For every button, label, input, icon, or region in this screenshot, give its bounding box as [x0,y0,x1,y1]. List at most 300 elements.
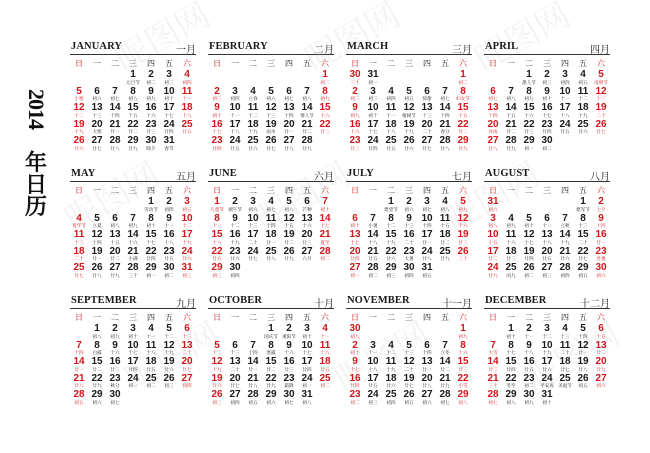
month-name-cn: 四月 [590,45,610,56]
day-number: 6 [232,340,238,351]
weekday-label: 三 [129,59,137,68]
day-number: 7 [130,213,136,224]
lunar-label: 十八 [212,240,222,246]
day-number: 22 [127,119,139,130]
weekday-header [484,57,610,70]
day-number: 10 [487,230,499,240]
day-number: 9 [544,86,550,97]
day-cell [208,230,226,247]
day-number: 17 [163,103,175,113]
day-cell [484,390,502,407]
day-number: 2 [214,86,220,97]
day-cell [574,87,592,104]
day-cell [160,103,178,120]
lunar-label: 初四 [230,273,240,279]
day-number: 7 [112,86,118,97]
day-number: 11 [577,86,589,97]
day-cell [124,263,142,280]
day-cell [262,214,280,231]
lunar-label: 初七 [110,400,120,406]
day-cell [316,197,334,214]
lunar-label: 廿三 [506,257,516,262]
day-grid [70,70,196,153]
lunar-label: 十三 [74,240,84,246]
day-number: 25 [505,263,517,273]
lunar-label: 初三 [212,273,222,279]
lunar-label: 十四 [248,351,258,356]
day-cell [520,374,538,391]
day-cell [538,374,556,391]
lunar-label: 十五 [488,240,498,246]
day-cell [226,341,244,358]
day-number: 28 [559,263,571,273]
day-number: 13 [283,103,295,113]
weekday-header [70,311,196,324]
day-number: 28 [247,390,259,400]
lunar-label: 初六 [404,207,414,213]
day-number: 4 [508,213,514,224]
day-number: 21 [439,119,451,130]
day-number: 8 [268,340,274,351]
day-number: 24 [367,136,379,146]
lunar-label: 廿八 [440,146,450,152]
day-number: 1 [268,324,274,334]
lunar-label: 初八 [128,97,138,102]
day-cell [316,324,334,341]
year-number: 2014 [24,89,49,129]
day-number: 14 [319,213,331,224]
day-cell [70,341,88,358]
day-cell [88,324,106,341]
lunar-label: 廿三 [110,367,120,373]
lunar-label: 元旦节 [126,80,140,86]
day-cell [88,120,106,137]
day-cell [316,103,334,120]
day-number: 25 [439,246,451,257]
lunar-label: 廿二 [488,257,498,262]
lunar-label: 初四 [230,97,240,102]
day-cell [574,214,592,231]
lunar-label: 青年节 [72,224,86,229]
weekday-label: 日 [351,313,359,322]
day-cell [178,357,196,374]
lunar-label: 十一 [212,224,222,229]
weekday-label: 一 [93,186,101,195]
day-number: 23 [349,136,361,146]
day-cell [142,374,160,391]
day-number: 3 [562,70,568,80]
lunar-label: 廿一 [284,130,294,135]
lunar-label: 廿四 [350,384,360,389]
day-number: 6 [544,213,550,224]
day-cell [262,120,280,137]
day-number: 5 [598,70,604,80]
day-cell [124,247,142,264]
day-number: 28 [73,390,85,400]
lunar-label: 初十 [506,334,516,340]
day-number: 23 [541,119,553,130]
lunar-label: 十三 [266,113,276,119]
day-cell [298,136,316,153]
day-number: 27 [595,373,607,384]
day-cell [160,324,178,341]
month-name-cn: 十月 [314,299,334,310]
day-cell [484,103,502,120]
day-number: 6 [112,213,118,224]
day-number: 26 [403,136,415,146]
day-number: 8 [460,340,466,351]
day-cell [382,247,400,264]
lunar-label: 廿八 [578,367,588,373]
day-number: 2 [352,86,358,97]
empty-cell [226,324,244,341]
lunar-label: 二十 [404,367,414,373]
weekday-label: 日 [213,313,221,322]
day-number: 9 [352,357,358,367]
day-number: 20 [301,230,313,240]
day-cell [316,374,334,391]
day-cell [142,263,160,280]
weekday-label: 一 [231,186,239,195]
lunar-label: 廿九 [596,367,606,373]
day-number: 13 [91,103,103,113]
day-number: 15 [91,357,103,367]
day-number: 8 [130,86,136,97]
day-cell [520,120,538,137]
lunar-label: 初六 [266,97,276,102]
day-number: 20 [541,246,553,257]
day-cell [418,390,436,407]
lunar-label: 十九 [164,351,174,356]
day-number: 27 [91,136,103,146]
lunar-label: 十一 [320,334,330,340]
lunar-label: 初三 [386,273,396,279]
day-number: 12 [577,340,589,351]
lunar-label: 十九 [578,113,588,119]
lunar-label: 十九 [386,367,396,373]
day-number: 12 [91,230,103,240]
day-cell [262,357,280,374]
empty-cell [298,70,316,87]
day-cell [262,374,280,391]
day-number: 29 [457,136,469,146]
lunar-label: 十五 [506,113,516,119]
weekday-label: 日 [75,186,83,195]
day-cell [208,357,226,374]
day-number: 16 [283,357,295,367]
day-cell [70,120,88,137]
lunar-label: 初十 [164,97,174,102]
day-cell [400,103,418,120]
day-number: 2 [286,324,292,334]
day-cell [436,103,454,120]
lunar-label: 二十 [560,351,570,356]
lunar-label: 初二 [146,80,156,86]
lunar-label: 十九 [230,240,240,246]
day-cell [208,390,226,407]
weekday-label: 六 [597,59,605,68]
day-number: 29 [265,390,277,400]
day-number: 3 [304,324,310,334]
empty-cell [70,197,88,214]
day-cell [592,214,610,231]
day-number: 14 [439,103,451,113]
lunar-label: 十六 [506,240,516,246]
day-number: 27 [541,263,553,273]
day-cell [436,230,454,247]
day-number: 8 [322,86,328,97]
day-cell [208,374,226,391]
lunar-label: 初一 [350,273,360,279]
day-number: 6 [286,86,292,97]
lunar-label: 十七 [350,367,360,373]
day-cell [502,357,520,374]
day-number: 11 [385,103,397,113]
lunar-label: 十二 [386,351,396,356]
day-cell [124,136,142,153]
month-march [346,40,472,165]
lunar-label: 十六 [524,113,534,119]
day-grid [346,70,472,153]
day-number: 28 [487,390,499,400]
day-number: 29 [91,390,103,400]
month-header [70,294,196,309]
lunar-label: 初二 [524,384,534,389]
day-number: 15 [457,357,469,367]
lunar-label: 廿九 [110,273,120,279]
day-number: 19 [265,119,277,130]
day-number: 30 [145,136,157,146]
empty-cell [484,70,502,87]
lunar-label: 初四 [230,400,240,406]
weekday-label: 五 [165,186,173,195]
day-number: 26 [73,136,85,146]
weekday-label: 三 [129,186,137,195]
day-cell [418,357,436,374]
lunar-label: 立春 [248,97,258,102]
day-number: 5 [406,340,412,351]
lunar-label: 廿八 [422,384,432,389]
day-cell [538,357,556,374]
day-number: 4 [76,213,82,224]
day-number: 24 [181,246,193,257]
lunar-label: 闰九 [506,273,516,279]
day-number: 30 [109,390,121,400]
day-number: 5 [406,86,412,97]
weekday-label: 二 [249,59,257,68]
lunar-label: 十九 [248,130,258,135]
lunar-label: 廿一 [578,351,588,356]
day-cell [142,341,160,358]
lunar-label: 谷雨 [488,130,498,135]
day-number: 29 [127,136,139,146]
empty-cell [418,70,436,87]
lunar-label: 十七 [212,130,222,135]
day-number: 22 [385,246,397,257]
day-number: 31 [163,136,175,146]
day-number: 14 [247,357,259,367]
weekday-label: 六 [459,186,467,195]
lunar-label: 初九 [350,113,360,119]
lunar-label: 初六 [92,97,102,102]
weekday-label: 五 [441,313,449,322]
day-number: 23 [283,373,295,384]
day-cell [316,341,334,358]
empty-cell [418,324,436,341]
day-cell [364,247,382,264]
day-cell [592,87,610,104]
lunar-label: 十六 [110,351,120,356]
day-cell [538,230,556,247]
empty-cell [364,197,382,214]
weekday-label: 三 [543,313,551,322]
weekday-label: 五 [579,59,587,68]
lunar-label: 初三 [182,273,192,279]
day-cell [160,87,178,104]
day-cell [160,214,178,231]
day-number: 21 [505,119,517,130]
day-number: 6 [94,86,100,97]
day-number: 1 [322,70,328,80]
lunar-label: 初一 [524,146,534,152]
day-number: 8 [214,213,220,224]
day-number: 28 [109,136,121,146]
day-number: 12 [211,357,223,367]
weekday-label: 四 [147,186,155,195]
lunar-label: 初三 [368,400,378,406]
day-cell [70,357,88,374]
weekday-label: 六 [321,59,329,68]
day-number: 22 [319,119,331,130]
lunar-label: 二十 [422,130,432,135]
weekday-label: 二 [525,59,533,68]
day-number: 11 [439,213,451,224]
day-number: 15 [523,103,535,113]
lunar-label: 初四 [386,400,396,406]
lunar-label: 十四 [422,224,432,229]
weekday-label: 四 [423,313,431,322]
lunar-label: 廿八 [422,257,432,262]
day-number: 5 [94,213,100,224]
lunar-label: 处暑 [596,257,606,262]
day-cell [124,87,142,104]
day-cell [160,374,178,391]
day-cell [364,87,382,104]
weekday-label: 一 [231,313,239,322]
day-cell [298,214,316,231]
lunar-label: 初五 [578,80,588,86]
year-title-char: 年 [24,150,47,175]
day-cell [436,390,454,407]
lunar-label: 十四 [578,334,588,340]
lunar-label: 十二 [212,351,222,356]
day-cell [298,374,316,391]
day-number: 10 [127,340,139,351]
day-number: 27 [421,390,433,400]
day-cell [280,247,298,264]
lunar-label: 十三 [230,351,240,356]
day-cell [298,341,316,358]
day-cell [280,230,298,247]
day-cell [142,214,160,231]
weekday-label: 六 [183,59,191,68]
day-number: 9 [214,103,220,113]
day-cell [280,136,298,153]
lunar-label: 初七 [488,97,498,102]
lunar-label: 十一 [164,224,174,229]
lunar-label: 秋分 [110,384,120,389]
day-cell [538,390,556,407]
day-number: 21 [367,246,379,257]
day-number: 18 [181,103,193,113]
day-cell [502,263,520,280]
month-header [70,167,196,182]
day-cell [538,70,556,87]
lunar-label: 廿七 [230,384,240,389]
day-number: 26 [403,390,415,400]
day-cell [226,247,244,264]
lunar-label: 夏至 [320,240,330,246]
lunar-label: 廿二 [92,367,102,373]
lunar-label: 初五 [578,384,588,389]
day-cell [382,230,400,247]
lunar-label: 十七 [524,240,534,246]
day-number: 25 [385,390,397,400]
day-cell [70,103,88,120]
lunar-label: 芒种 [302,207,312,213]
day-cell [178,324,196,341]
month-name-en: MAY [71,168,96,179]
day-number: 3 [424,197,430,207]
weekday-label: 四 [285,186,293,195]
lunar-label: 十五 [596,334,606,340]
day-cell [106,357,124,374]
lunar-label: 廿八 [92,273,102,279]
day-number: 1 [130,70,136,80]
lunar-label: 十七 [368,130,378,135]
month-name-en: NOVEMBER [347,295,410,306]
day-cell [400,136,418,153]
lunar-label: 廿八 [284,146,294,152]
day-number: 2 [166,197,172,207]
day-number: 16 [211,119,223,130]
day-cell [178,197,196,214]
day-number: 24 [127,373,139,384]
day-cell [436,374,454,391]
lunar-label: 廿七 [422,146,432,152]
weekday-label: 日 [489,313,497,322]
day-cell [400,247,418,264]
day-cell [574,247,592,264]
day-number: 7 [442,340,448,351]
day-number: 13 [301,213,313,224]
lunar-label: 初八 [440,207,450,213]
day-cell [418,214,436,231]
day-number: 8 [508,340,514,351]
lunar-label: 廿七 [92,146,102,152]
day-cell [124,374,142,391]
month-header [208,40,334,55]
day-cell [160,197,178,214]
day-number: 9 [112,340,118,351]
weekday-label: 一 [507,186,515,195]
day-number: 22 [577,246,589,257]
day-cell [382,357,400,374]
day-cell [124,324,142,341]
day-cell [538,263,556,280]
weekday-label: 二 [111,59,119,68]
day-number: 31 [487,197,499,207]
